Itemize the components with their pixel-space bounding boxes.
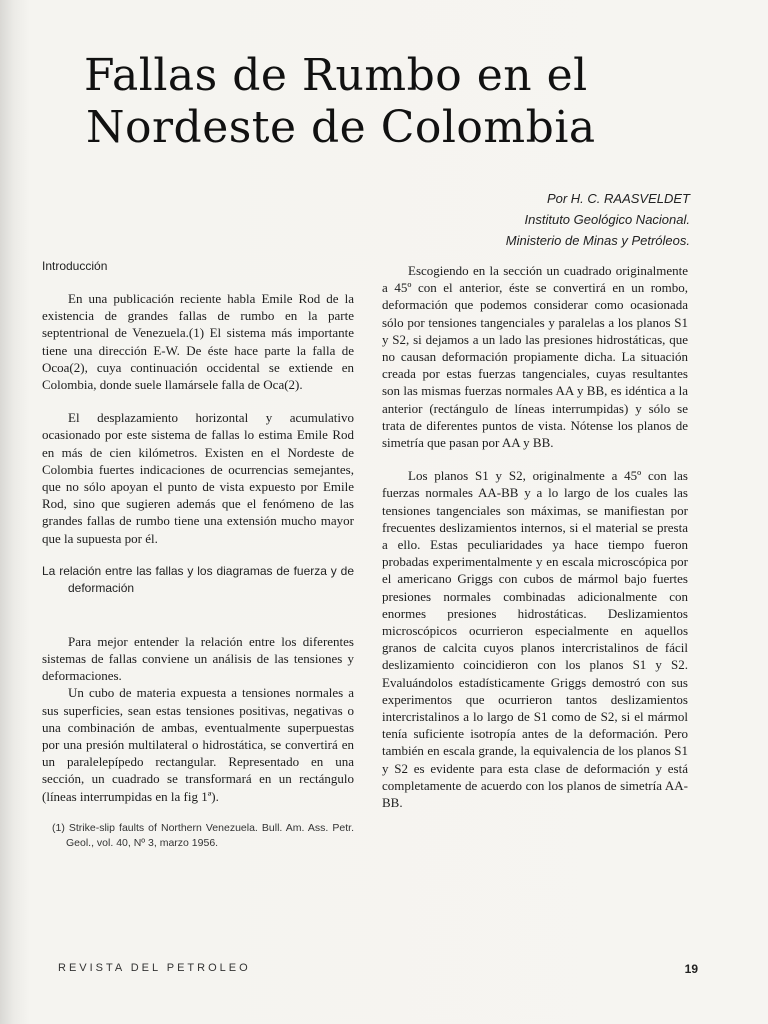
section-heading-relation: La relación entre las fallas y los diagramas de fuerza y de deformación — [42, 563, 354, 595]
section-heading-intro: Introducción — [42, 259, 108, 273]
byline — [400, 188, 690, 251]
paragraph: Un cubo de materia expuesta a tensiones normales a sus superficies, sean estas tensiones positivas, negativas o una combinación de ambas, eventualmente superpuestas por una presión multilateral o hidrostática, se convertirá en un paralelepípedo rectangular. Representado en una sección, un cuadrado se transformará en un rectángulo (líneas interrumpidas en la fig 1ª). — [42, 685, 354, 804]
paragraph: Para mejor entender la relación entre los diferentes sistemas de fallas conviene un análisis de las tensiones y deformaciones. — [42, 633, 354, 684]
right-column — [382, 262, 688, 827]
footnote: (1) Strike-slip faults of Northern Venezuela. Bull. Am. Ass. Petr. Geol., vol. 40, Nº 3, marzo 1956. — [52, 821, 354, 849]
byline-ministry: Ministerio de Minas y Petróleos. — [505, 233, 690, 248]
article-title — [84, 50, 704, 154]
paragraph: El desplazamiento horizontal y acumulativo ocasionado por este sistema de fallas lo estima Emile Rod en más de cien kilómetros. Existen en el Nordeste de Colombia fuertes indicaciones de ocurrencias semejantes, que no sólo apoyan el punto de vista expuesto por Emile Rod, sino que sugieren además que el fenómeno de las grandes fallas de rumbo tiene una extensión mucho mayor que la supuesta por él. — [42, 410, 354, 546]
journal-name: REVISTA DEL PETROLEO — [58, 962, 251, 974]
title-line-1: Fallas de Rumbo en el — [84, 50, 588, 101]
page-number: 19 — [684, 962, 698, 976]
paragraph: Escogiendo en la sección un cuadrado originalmente a 45º con el anterior, éste se convertirá en un rombo, deformación que podemos considerar como ocasionada sólo por tensiones tangenciales y paralelas a los planos S1 y S2, si dejamos a un lado las presiones hidrostáticas, que no causan deformación propiamente dicha. La situación creada por estas fuerzas tangenciales, cuyas resultantes son las mismas fuerzas normales AA y BB, es idéntica a la anterior (rectángulo de líneas interrumpidas) y sólo se trata de diferentes puntos de vista. Nótense los planos de simetría que pasan por AA y BB. — [382, 263, 688, 451]
byline-institution: Instituto Geológico Nacional. — [524, 212, 690, 227]
title-line-2: Nordeste de Colombia — [86, 102, 596, 153]
left-column — [42, 258, 354, 851]
paragraph: En una publicación reciente habla Emile Rod de la existencia de grandes fallas de rumbo en la parte septentrional de Venezuela.(1) El sistema más importante tiene una dirección E-W. De éste hace parte la falla de Ocoa(2), cuya continuación occidental se extiende en Colombia, donde suele llamársele falla de Oca(2). — [42, 291, 354, 393]
byline-author: Por H. C. RAASVELDET — [546, 191, 690, 206]
paragraph: Los planos S1 y S2, originalmente a 45º con las fuerzas normales AA-BB y a lo largo de los cuales las tensiones tangenciales son máximas, se manifiestan por frecuentes deslizamientos internos, si el material se presta a ello. Estas peculiaridades ya hace tiempo fueron probadas experimentalmente y en escala microscópica por el americano Griggs con cubos de mármol bajo fuertes presiones normales combinadas adicionalmente con enormes presiones hidrostáticas. Deslizamientos microscópicos ocurrieron especialmente en aquellos granos de calcita cuyos planos intercristalinos de fácil deslizamiento coincidieron con los planos S1 y S2. Evaluándolos estadísticamente Griggs demostró con sus experimentos que ocurrieron tantos deslizamientos intercristalinos a lo largo de S1 como de S2, si el mármol tenía suficiente isotropía antes de la deformación. Pero también en escala grande, la equivalencia de los planos S1 y S2 es evidente para esta clase de deformación y está completamente de acuerdo con los planos de simetría AA-BB. — [382, 468, 688, 811]
